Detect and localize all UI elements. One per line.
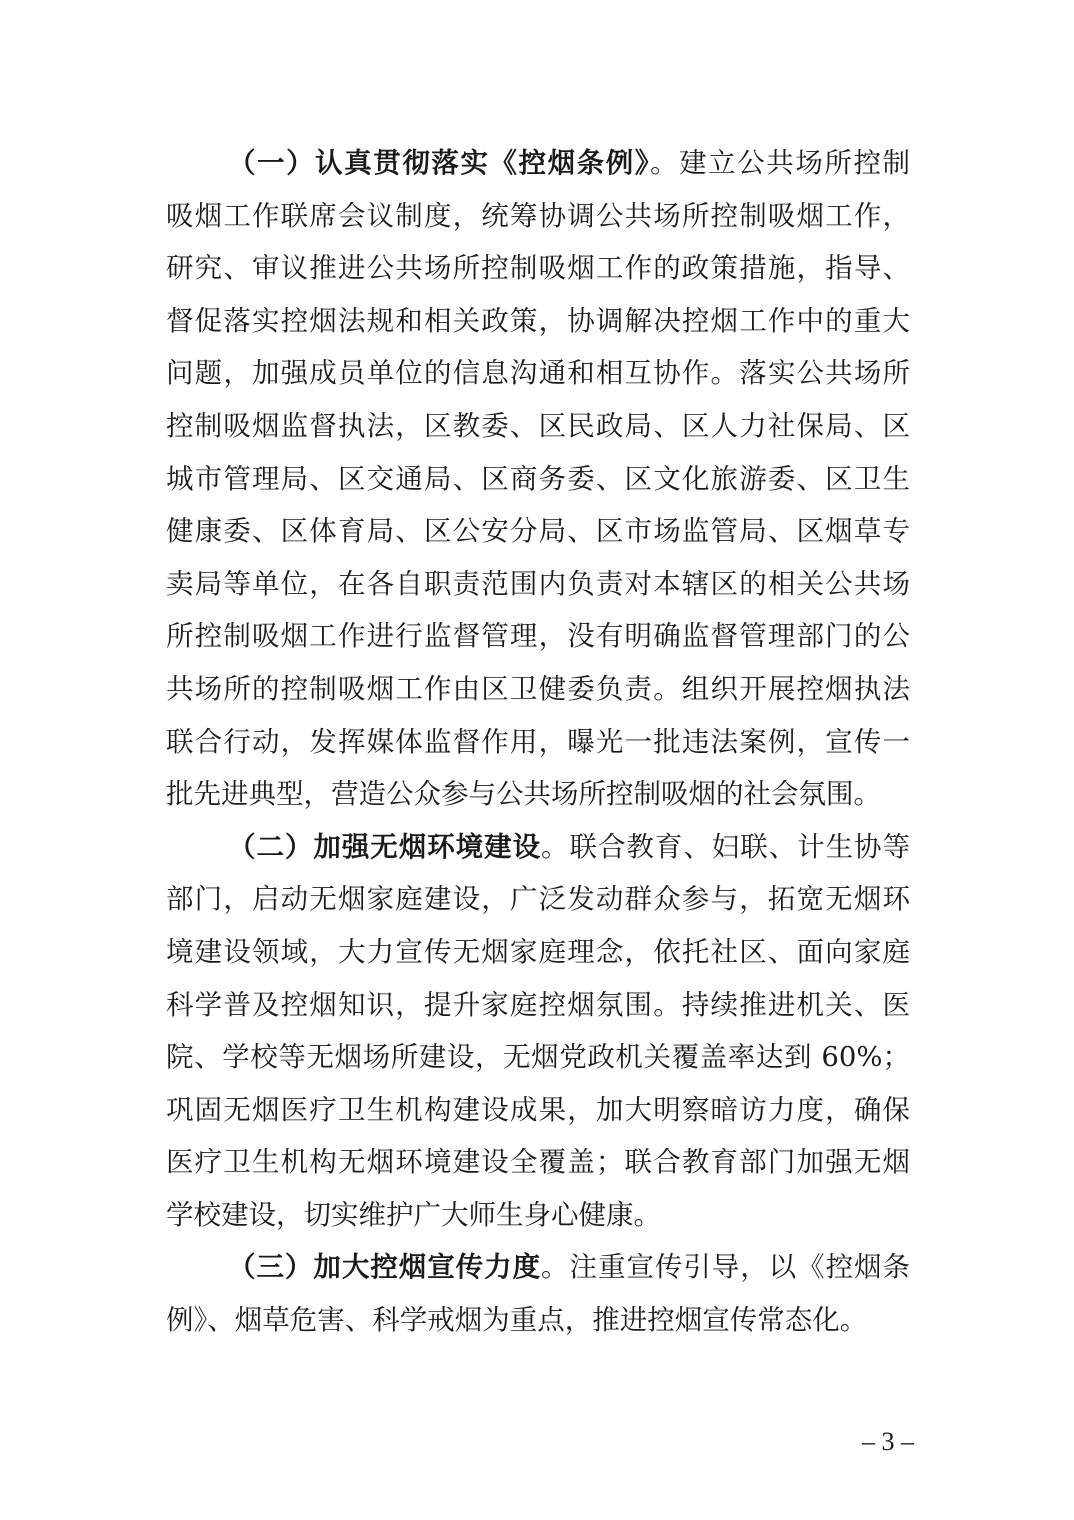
paragraph-1-line-4: 督促落实控烟法规和相关政策，协调解决控烟工作中的重大 <box>166 304 910 337</box>
paragraph-1-line-6: 控制吸烟监督执法，区教委、区民政局、区人力社保局、区 <box>166 409 910 442</box>
paragraph-2-heading: （二）加强无烟环境建设 <box>228 830 542 863</box>
paragraph-1-line-7: 城市管理局、区交通局、区商务委、区文化旅游委、区卫生 <box>166 462 910 495</box>
paragraph-2-text: 。联合教育、妇联、计生协等 <box>541 830 911 863</box>
paragraph-1-line-13: 批先进典型，营造公众参与公共场所控制吸烟的社会氛围。 <box>166 778 881 811</box>
paragraph-1 <box>166 137 910 821</box>
paragraph-2-line-8: 学校建设，切实维护广大师生身心健康。 <box>166 1198 661 1231</box>
page-number: – 3 – <box>862 1427 914 1456</box>
paragraph-1-line-8: 健康委、区体育局、区公安分局、区市场监管局、区烟草专 <box>166 515 910 548</box>
paragraph-1-line-9: 卖局等单位，在各自职责范围内负责对本辖区的相关公共场 <box>166 567 910 600</box>
paragraph-1-line-5: 问题，加强成员单位的信息沟通和相互协作。落实公共场所 <box>166 357 910 390</box>
paragraph-3-text: 。注重宣传引导，以《控烟条 <box>541 1251 911 1284</box>
paragraph-1-heading: （一）认真贯彻落实《控烟条例》 <box>228 147 651 179</box>
paragraph-3-line-1 <box>166 1241 910 1294</box>
paragraph-1-line-11: 共场所的控制吸烟工作由区卫健委负责。组织开展控烟执法 <box>166 672 910 705</box>
paragraph-2-line-7: 医疗卫生机构无烟环境建设全覆盖；联合教育部门加强无烟 <box>166 1146 910 1179</box>
paragraph-3-heading: （三）加大控烟宣传力度 <box>228 1251 542 1284</box>
paragraph-2-line-4: 科学普及控烟知识，提升家庭控烟氛围。持续推进机关、医 <box>166 988 910 1021</box>
paragraph-1-text: 。建立公共场所控制 <box>650 147 911 179</box>
paragraph-2 <box>166 821 910 1242</box>
paragraph-2-line-6: 巩固无烟医疗卫生机构建设成果，加大明察暗访力度，确保 <box>166 1093 910 1126</box>
paragraph-3-line-2: 例》、烟草危害、科学戒烟为重点，推进控烟宣传常态化。 <box>166 1304 868 1337</box>
paragraph-1-line-12: 联合行动，发挥媒体监督作用，曝光一批违法案例，宣传一 <box>166 725 910 758</box>
paragraph-1-line-3: 研究、审议推进公共场所控制吸烟工作的政策措施，指导、 <box>166 252 910 285</box>
paragraph-2-line-1 <box>166 821 910 874</box>
paragraph-3 <box>166 1241 910 1346</box>
paragraph-2-line-3: 境建设领域，大力宣传无烟家庭理念，依托社区、面向家庭 <box>166 935 910 968</box>
paragraph-2-line-5: 院、学校等无烟场所建设，无烟党政机关覆盖率达到 60%； <box>166 1041 910 1074</box>
paragraph-2-line-2: 部门，启动无烟家庭建设，广泛发动群众参与，拓宽无烟环 <box>166 883 910 916</box>
document-body <box>166 137 910 1347</box>
paragraph-1-line-10: 所控制吸烟工作进行监督管理，没有明确监督管理部门的公 <box>166 620 910 653</box>
paragraph-1-line-1 <box>166 137 910 190</box>
paragraph-1-line-2: 吸烟工作联席会议制度，统筹协调公共场所控制吸烟工作， <box>166 199 910 232</box>
